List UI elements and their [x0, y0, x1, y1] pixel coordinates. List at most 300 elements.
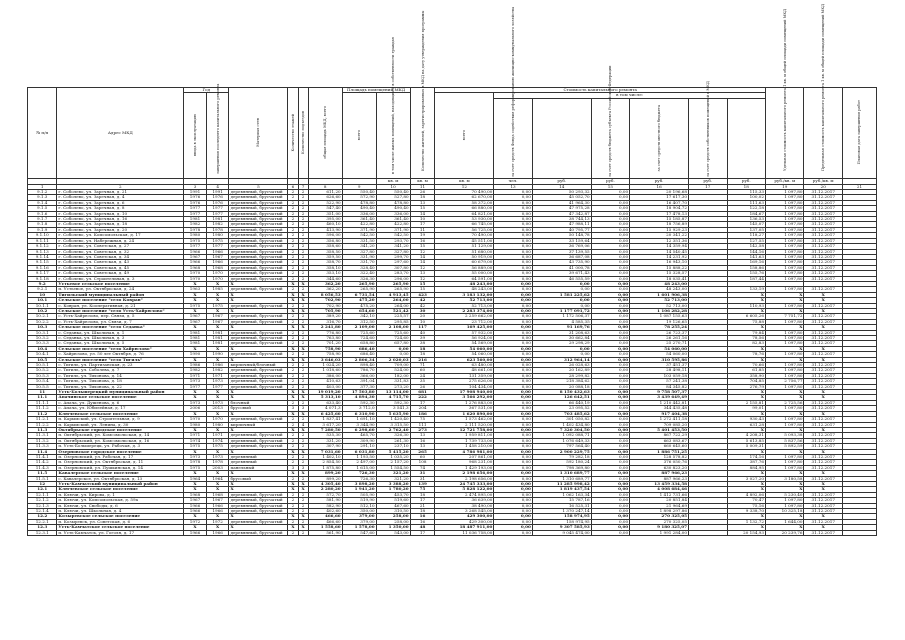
cell-ct: 45 511,00 [435, 238, 494, 243]
cell-ta: 2 241,80 [308, 325, 342, 330]
cell-n: 12.1.4 [28, 509, 57, 514]
cell-cf: 0,00 [494, 336, 532, 341]
cell-e: 2 [298, 454, 308, 459]
cell-uc: 79,84 [727, 330, 765, 335]
cell-f: X [288, 281, 298, 286]
cell-f: 2 [288, 249, 298, 254]
cell-addr: с. Апача, ул. Юбилейная, д. 17 [57, 406, 184, 411]
header-floors: Количество этажей [288, 88, 298, 179]
cell-ct: 4 786 981,00 [435, 449, 494, 454]
column-number: 11 [410, 184, 435, 189]
cell-cf: 0,00 [494, 449, 532, 454]
cell-f: X [288, 292, 298, 297]
cell-n: 12.1.3 [28, 503, 57, 508]
cell-n: 12 [28, 481, 57, 486]
cell-ar: 327,80 [376, 249, 410, 254]
cell-mat: деревянный, брусчатый [229, 368, 288, 373]
cell-y2: X [206, 357, 229, 362]
cell-a: 654,60 [342, 308, 376, 313]
cell-y2: 1972 [206, 519, 229, 524]
cell-p: 18 [410, 492, 435, 497]
cell-e: 2 [298, 217, 308, 222]
cell-a: 475,20 [342, 298, 376, 303]
cell-cl: 0,00 [591, 190, 629, 195]
cell-ct: 48 661,00 [435, 368, 494, 373]
cell-lc: 1 097,80 [765, 363, 803, 368]
cell-e: 2 [298, 319, 308, 324]
cell-y2: X [206, 427, 229, 432]
cell-cb: 26 028,63 [532, 363, 591, 368]
cell-y2: 1970 [206, 417, 229, 422]
cell-y2: 1977 [206, 384, 229, 389]
cell-e: 2 [298, 195, 308, 200]
cell-e: 3 [298, 406, 308, 411]
cell-ct: 2 198 656,00 [435, 471, 494, 476]
header-limit-cost: Предельная стоимость капитального ремонта 1 кв. м общей площади помещений МКД [804, 88, 842, 179]
cell-co: 310 595,86 [630, 357, 689, 362]
cell-ct: 429 300,00 [435, 519, 494, 524]
cell-p: 18 [410, 509, 435, 514]
cell-f: X [288, 411, 298, 416]
cell-y1: 1976 [184, 200, 207, 205]
cell-co: 103 059,18 [630, 373, 689, 378]
cell-a: 391,04 [342, 379, 376, 384]
cell-cl: 0,00 [591, 492, 629, 497]
cell-n: 10.1 [28, 298, 57, 303]
cell-uc: 3 027,20 [727, 476, 765, 481]
cell-ta: 581,90 [308, 498, 342, 503]
cell-mat: деревянный [229, 460, 288, 465]
cell-ct: 52 713,00 [435, 298, 494, 303]
cell-cf: 0,00 [494, 438, 532, 443]
cell-cb: 38 744,13 [532, 217, 591, 222]
cell-ar: 550,40 [376, 190, 410, 195]
cell-ct: 429 300,00 [435, 514, 494, 519]
column-number: 10 [376, 184, 410, 189]
unit-cell: кв. м [435, 179, 494, 184]
cell-ct: 104 434,00 [435, 384, 494, 389]
cell-cf: 0,00 [494, 233, 532, 238]
cell-y2: X [206, 449, 229, 454]
cell-a: 512,10 [342, 503, 376, 508]
cell-cb: 36 769,06 [532, 244, 591, 249]
cell-ta: 1 837,41 [308, 417, 342, 422]
cell-ar: 295,85 [376, 319, 410, 324]
cell-y1: 1978 [184, 460, 207, 465]
cell-a: 592,30 [342, 400, 376, 405]
cell-ar: 524,00 [376, 368, 410, 373]
cell-cl: 0,00 [591, 444, 629, 449]
cell-e: 2 [298, 249, 308, 254]
cell-cf: 0,00 [494, 498, 532, 503]
cell-ar: 326,30 [376, 433, 410, 438]
cell-cf: 0,00 [494, 514, 532, 519]
cell-co: 48 243,00 [630, 281, 689, 286]
cell-f: 2 [288, 384, 298, 389]
cell-d: X [804, 481, 842, 486]
cell-ct: 48 243,00 [435, 281, 494, 286]
cell-d: 31.12.2017 [804, 422, 842, 427]
cell-uc: 75,16 [727, 503, 765, 508]
cell-ar: 2 762,40 [376, 427, 410, 432]
cell-p: 12 [410, 249, 435, 254]
cell-p: 10 [410, 319, 435, 324]
cell-co: 1 106 282,28 [630, 308, 689, 313]
cell-d: 31.12.2017 [804, 465, 842, 470]
cell-ar: 3 315,50 [376, 422, 410, 427]
cell-lc: 3 180,58 [765, 476, 803, 481]
cell-e: 2 [298, 509, 308, 514]
cell-addr: с. Усть-Хайрюзово, пер. Связи, д. 5 [57, 314, 184, 319]
cell-e: X [298, 298, 308, 303]
cell-f: 2 [288, 227, 298, 232]
cell-lc: X [765, 298, 803, 303]
cell-co: 917 404,38 [630, 411, 689, 416]
cell-mat: деревянный, брусчатый [229, 503, 288, 508]
cell-y1: 1981 [184, 336, 207, 341]
cell-y1: X [184, 346, 207, 351]
cell-lc: 1 097,80 [765, 217, 803, 222]
cell-p: 18 [410, 195, 435, 200]
cell-y1: X [184, 390, 207, 395]
cell-a: 1 615,00 [342, 465, 376, 470]
cell-lc: X [765, 449, 803, 454]
cell-co: 1 898 297,86 [630, 509, 689, 514]
cell-a: 786,70 [342, 368, 376, 373]
cell-cb: 9 045 474,00 [532, 530, 591, 535]
cell-ct: 18 487 911,00 [435, 525, 494, 530]
cell-lc: 1 097,80 [765, 319, 803, 324]
cell-y2: 1964 [206, 476, 229, 481]
cell-d: 31.12.2017 [804, 368, 842, 373]
cell-y1: 1975 [184, 303, 207, 308]
cell-f: 2 [288, 460, 298, 465]
cell-n: 12.3.1 [28, 530, 57, 535]
cell-cl: 0,00 [591, 195, 629, 200]
cell-ct: 51 129,00 [435, 244, 494, 249]
cell-d: 31.12.2017 [804, 206, 842, 211]
cell-p: 139 [410, 481, 435, 486]
cell-ta: 331,20 [308, 438, 342, 443]
cell-ar: 519,60 [376, 498, 410, 503]
cell-cb: 79 282,18 [532, 454, 591, 459]
cell-mat: деревянный, брусчатый [229, 373, 288, 378]
cell-ta: 402,60 [308, 509, 342, 514]
cell-y2: 1975 [206, 444, 229, 449]
cell-ct: 55 000,00 [435, 271, 494, 276]
cell-p: 17 [410, 530, 435, 535]
cell-e: 2 [298, 444, 308, 449]
cell-a: 478,80 [342, 200, 376, 205]
cell-ct: 36 639,00 [435, 498, 494, 503]
cell-e: X [298, 325, 308, 330]
cell-addr: г. Соболево, ул. Советская, д. 32 [57, 249, 184, 254]
cell-d: 31.12.2017 [804, 238, 842, 243]
cell-co: 20 196,68 [630, 190, 689, 195]
cell-p: 16 [410, 514, 435, 519]
cell-co: 18 904,72 [630, 206, 689, 211]
cell-ta: 1 558,60 [308, 525, 342, 530]
cell-lc: X [765, 292, 803, 297]
cell-ct: 3 268 545,00 [435, 509, 494, 514]
cell-cf: 0,00 [494, 460, 532, 465]
cell-n: 9.1.14 [28, 254, 57, 259]
cell-f: 2 [288, 503, 298, 508]
cell-p: 15 [410, 287, 435, 292]
cell-addr: г. Соболево, ул. Заречная, д. 21 [57, 190, 184, 195]
cell-d: 31.12.2017 [804, 352, 842, 357]
cell-addr: г. Соболево, ул. Комсомольская, д. 17 [57, 233, 184, 238]
cell-ct: 275 626,00 [435, 379, 494, 384]
cell-ct: 56 889,00 [435, 265, 494, 270]
cell-y2: X [206, 395, 229, 400]
header-material: Материал стен [229, 88, 288, 179]
cell-y1: 1966 [184, 260, 207, 265]
cell-uc: X [727, 525, 765, 530]
cell-e: 2 [298, 384, 308, 389]
cell-f: X [288, 481, 298, 486]
cell-n: 9.1.2 [28, 190, 57, 195]
cell-addr: с. Тигиль, ул. Тихонова, д. 14 [57, 373, 184, 378]
cell-co: 344 435,48 [630, 406, 689, 411]
cell-ct: 131 359,00 [435, 373, 494, 378]
cell-ct: 52 713,00 [435, 303, 494, 308]
cell-p: 21 [410, 503, 435, 508]
cell-y2: X [206, 281, 229, 286]
cell-addr: Ключевское сельское поселение [57, 487, 184, 492]
cell-lc: 1 097,80 [765, 254, 803, 259]
cell-y1: 1967 [184, 254, 207, 259]
cell-addr: п. Озерновский, ул. Пушкинская, д. 14 [57, 465, 184, 470]
cell-p: 24 [410, 373, 435, 378]
column-number: 20 [804, 184, 842, 189]
cell-lc: 1 097,80 [765, 271, 803, 276]
cell-addr: г. Соболево, ул. Советская, д. 43 [57, 260, 184, 265]
cell-ar: 521,42 [376, 308, 410, 313]
cell-cb: 0,00 [532, 287, 591, 292]
cell-y2: 1968 [206, 492, 229, 497]
cell-y1: X [184, 298, 207, 303]
cell-ar: 725,60 [376, 330, 410, 335]
cell-addr: с. Усть-Хайрюзово, ул. Связи, д. 7 [57, 319, 184, 324]
cell-n: 11.5 [28, 471, 57, 476]
cell-e: X [298, 281, 308, 286]
cell-ar: 361,40 [376, 217, 410, 222]
cell-y1: 1966 [184, 249, 207, 254]
cell-mat: X [229, 281, 288, 286]
cell-uc: 1 132,72 [727, 519, 765, 524]
cell-uc: 133,19 [727, 287, 765, 292]
cell-cb: 1 581 225,62 [532, 292, 591, 297]
cell-p: 60 [410, 368, 435, 373]
cell-cb: 1 062 163,34 [532, 492, 591, 497]
cell-ar: 5 635,90 [376, 411, 410, 416]
cell-cb: 301 050,82 [532, 417, 591, 422]
cell-e: 2 [298, 433, 308, 438]
cell-mat: деревянный, брусчатый [229, 336, 288, 341]
cell-cl: 0,00 [591, 260, 629, 265]
cell-ct: 70 490,00 [435, 233, 494, 238]
cell-cb: 1 172 506,37 [532, 314, 591, 319]
cell-lc: X [765, 514, 803, 519]
cell-cb: 37 139,55 [532, 249, 591, 254]
cell-mat: X [229, 292, 288, 297]
cell-mat: X [229, 390, 288, 395]
cell-y1: 1974 [184, 438, 207, 443]
cell-d: 31.12.2017 [804, 530, 842, 535]
cell-d: 31.12.2017 [804, 249, 842, 254]
cell-e: 2 [298, 530, 308, 535]
cell-p: 74 [410, 465, 435, 470]
cell-a: 475,20 [342, 303, 376, 308]
cell-y1: X [184, 487, 207, 492]
cell-ar: 182,00 [376, 373, 410, 378]
cell-ta: 7 031,60 [308, 449, 342, 454]
cell-addr: Усть-Большерецкий муниципальный район [57, 390, 184, 395]
cell-e: 2 [298, 400, 308, 405]
cell-co: 15 888,22 [630, 265, 689, 270]
cell-mat: кирпичный/блочный [229, 363, 288, 368]
cell-f: X [288, 298, 298, 303]
cell-f: X [288, 525, 298, 530]
cell-lc: X [765, 357, 803, 362]
header-year-repair: завершения последнего капитального ремонта [206, 93, 229, 179]
cell-d: X [804, 395, 842, 400]
header-cost-fund: за счет средств Фонда содействия реформированию жилищно-коммунального хозяйства [494, 98, 532, 178]
cell-lc: X [765, 395, 803, 400]
cell-f: 2 [288, 476, 298, 481]
cell-e: 3 [298, 465, 308, 470]
cell-mat: брусовый [229, 406, 288, 411]
cell-p: 26 [410, 190, 435, 195]
cell-lc: 1 097,80 [765, 190, 803, 195]
cell-ta: 2 280,20 [308, 487, 342, 492]
column-number: 9 [342, 184, 376, 189]
cell-a: 1 578,00 [342, 525, 376, 530]
cell-ar: 1 554,50 [376, 465, 410, 470]
cell-co: 12 351,36 [630, 238, 689, 243]
cell-addr: Апачинское сельское поселение [57, 395, 184, 400]
cell-f: X [288, 390, 298, 395]
cell-cb: 47 342,87 [532, 211, 591, 216]
cell-a: 6 031,80 [342, 449, 376, 454]
cell-cl: 0,00 [591, 238, 629, 243]
cell-n: 9.1.16 [28, 265, 57, 270]
cell-ar: 299,70 [376, 254, 410, 259]
cell-n: 11 [28, 390, 57, 395]
cell-cf: 0,00 [494, 471, 532, 476]
cell-e: X [298, 427, 308, 432]
cell-d: X [804, 487, 842, 492]
cell-y2: 1974 [206, 438, 229, 443]
cell-ct: 968 231,00 [435, 460, 494, 465]
cell-y1: 1977 [184, 384, 207, 389]
cell-a: 1 941,20 [342, 487, 376, 492]
cell-f: 2 [288, 244, 298, 249]
cell-mat: деревянный, брусчатый [229, 444, 288, 449]
cell-ta: 358,10 [308, 265, 342, 270]
column-number: 6 [288, 184, 298, 189]
cell-addr: г. Соболево, ул. Советская, д. 27 [57, 244, 184, 249]
cell-cb: 11 285 998,42 [532, 481, 591, 486]
cell-ct: 38 490,00 [435, 503, 494, 508]
cell-mat: X [229, 487, 288, 492]
cell-co: 17 617,30 [630, 195, 689, 200]
cell-cb: 31 208,63 [532, 330, 591, 335]
cell-ct: 169 425,00 [435, 325, 494, 330]
cell-cb: 0,00 [532, 352, 591, 357]
cell-a: 331,50 [342, 238, 376, 243]
cell-ta: 316,70 [308, 319, 342, 324]
cell-cl: 0,00 [591, 249, 629, 254]
cell-mat: X [229, 346, 288, 351]
cell-ar: 2 108,00 [376, 325, 410, 330]
cell-uc: X [727, 298, 765, 303]
cell-uc: 20 154,93 [727, 530, 765, 535]
cell-n: 9.2.1 [28, 287, 57, 292]
cell-p: 17 [410, 498, 435, 503]
cell-cl: 0,00 [591, 509, 629, 514]
cell-e: 2 [298, 476, 308, 481]
header-unit-cost: Удельная стоимость капитального ремонта 1 кв. м общей площади помещений МКД [765, 88, 803, 179]
cell-uc: 5 009,31 [727, 444, 765, 449]
cell-f: 2 [288, 276, 298, 281]
cell-ar: 1 350,00 [376, 525, 410, 530]
cell-uc: 100,02 [727, 195, 765, 200]
cell-p: 75 [410, 487, 435, 492]
cell-uc: 136,53 [727, 217, 765, 222]
cell-cb: 8 150 432,63 [532, 390, 591, 395]
cell-cf: 0,00 [494, 503, 532, 508]
cell-cl: 0,00 [591, 373, 629, 378]
cell-uc: 884,95 [727, 465, 765, 470]
cell-n: 10.3.3 [28, 341, 57, 346]
cell-uc: 2 155,81 [727, 400, 765, 405]
cell-cf: 0,00 [494, 265, 532, 270]
cell-co: 16 407,70 [630, 200, 689, 205]
cell-d: 31.12.2017 [804, 314, 842, 319]
cell-e: 2 [298, 519, 308, 524]
cell-d: 31.12.2017 [804, 417, 842, 422]
cell-f: X [288, 395, 298, 400]
cell-y2: 1967 [206, 314, 229, 319]
cell-cl: 0,00 [591, 281, 629, 286]
cell-ta: 4 305,40 [308, 481, 342, 486]
cell-n: 10.5.5 [28, 384, 57, 389]
cell-cf: 0,00 [494, 227, 532, 232]
cell-co: 663 083,67 [630, 438, 689, 443]
cell-y1: 1966 [184, 509, 207, 514]
cell-addr: Устьевое сельское поселение [57, 281, 184, 286]
cell-d: 31.12.2017 [804, 476, 842, 481]
cell-a: 686,40 [342, 352, 376, 357]
cell-y1: 1967 [184, 498, 207, 503]
cell-f: 2 [288, 379, 298, 384]
cell-ar: 467,60 [376, 503, 410, 508]
cell-ar: 422,80 [376, 222, 410, 227]
cell-cl: 0,00 [591, 303, 629, 308]
cell-cb: 0,00 [532, 298, 591, 303]
cell-mat: деревянный, брусчатый [229, 227, 288, 232]
cell-co: 57 241,38 [630, 379, 689, 384]
cell-y1: 1981 [184, 217, 207, 222]
cell-cf: 0,00 [494, 292, 532, 297]
cell-addr: Сельское поселение "село Усть-Хайрюзово" [57, 308, 184, 313]
cell-co: 15 185,87 [630, 217, 689, 222]
cell-e: X [298, 357, 308, 362]
cell-d: 31.12.2017 [804, 222, 842, 227]
register-body [28, 190, 877, 536]
